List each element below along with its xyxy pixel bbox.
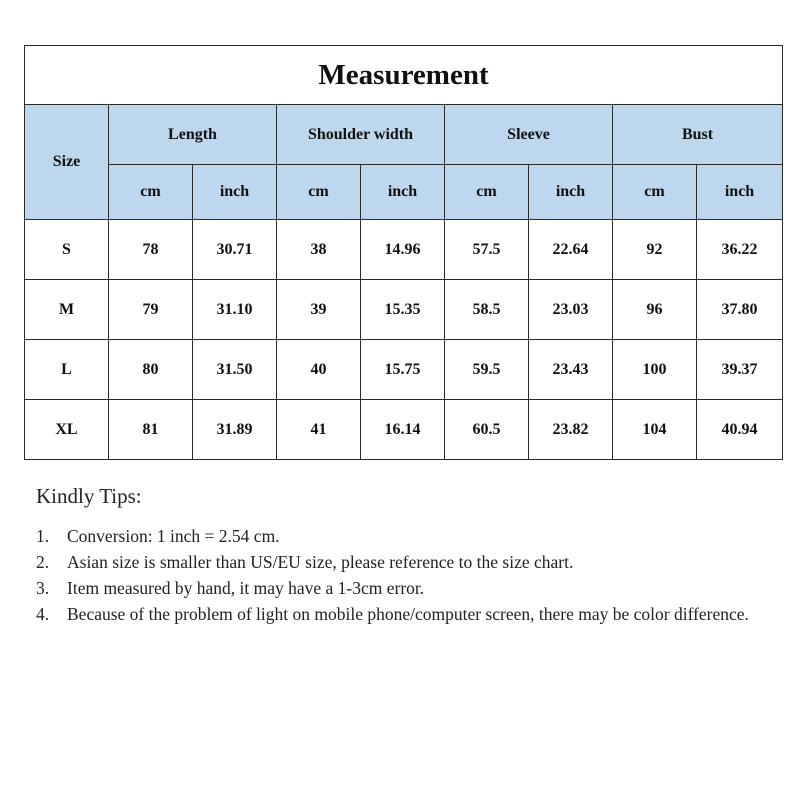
value-cell: 15.35 — [361, 280, 445, 340]
unit-header: cm — [445, 165, 529, 220]
value-cell: 40.94 — [697, 400, 783, 460]
value-cell: 37.80 — [697, 280, 783, 340]
value-cell: 80 — [109, 340, 193, 400]
tip-text: Conversion: 1 inch = 2.54 cm. — [67, 526, 280, 546]
unit-header: cm — [613, 165, 697, 220]
value-cell: 81 — [109, 400, 193, 460]
value-cell: 96 — [613, 280, 697, 340]
value-cell: 39.37 — [697, 340, 783, 400]
value-cell: 16.14 — [361, 400, 445, 460]
tips-title: Kindly Tips: — [36, 484, 142, 508]
value-cell: 58.5 — [445, 280, 529, 340]
value-cell: 31.89 — [193, 400, 277, 460]
tip-number: 1. — [36, 526, 50, 546]
value-cell: 41 — [277, 400, 361, 460]
tip-item — [36, 601, 776, 627]
value-cell: 104 — [613, 400, 697, 460]
tip-item — [36, 575, 776, 601]
unit-header: inch — [193, 165, 277, 220]
size-chart-table — [24, 45, 783, 460]
value-cell: 31.50 — [193, 340, 277, 400]
tip-item — [36, 523, 776, 549]
size-cell: S — [25, 220, 109, 280]
tip-text: Asian size is smaller than US/EU size, please reference to the size chart. — [67, 552, 574, 572]
size-cell: L — [25, 340, 109, 400]
value-cell: 92 — [613, 220, 697, 280]
value-cell: 59.5 — [445, 340, 529, 400]
group-header-length: Length — [109, 105, 277, 165]
table-row — [25, 340, 783, 400]
value-cell: 23.43 — [529, 340, 613, 400]
value-cell: 38 — [277, 220, 361, 280]
value-cell: 36.22 — [697, 220, 783, 280]
value-cell: 14.96 — [361, 220, 445, 280]
kindly-tips-section — [36, 484, 776, 627]
value-cell: 100 — [613, 340, 697, 400]
value-cell: 23.03 — [529, 280, 613, 340]
size-column-header: Size — [25, 105, 109, 220]
group-header-sleeve: Sleeve — [445, 105, 613, 165]
value-cell: 31.10 — [193, 280, 277, 340]
value-cell: 40 — [277, 340, 361, 400]
group-header-shoulder-width: Shoulder width — [277, 105, 445, 165]
group-header-bust: Bust — [613, 105, 783, 165]
size-cell: XL — [25, 400, 109, 460]
tips-list — [36, 523, 776, 627]
unit-header: cm — [277, 165, 361, 220]
value-cell: 78 — [109, 220, 193, 280]
value-cell: 60.5 — [445, 400, 529, 460]
value-cell: 57.5 — [445, 220, 529, 280]
value-cell: 30.71 — [193, 220, 277, 280]
unit-header: inch — [361, 165, 445, 220]
value-cell: 79 — [109, 280, 193, 340]
tip-item — [36, 549, 776, 575]
table-row — [25, 400, 783, 460]
table-title: Measurement — [25, 46, 783, 105]
table-row — [25, 220, 783, 280]
tip-text: Because of the problem of light on mobile phone/computer screen, there may be color difference. — [67, 604, 749, 624]
unit-header: inch — [697, 165, 783, 220]
value-cell: 15.75 — [361, 340, 445, 400]
table-row — [25, 280, 783, 340]
tip-number: 3. — [36, 578, 50, 598]
value-cell: 39 — [277, 280, 361, 340]
unit-header: inch — [529, 165, 613, 220]
tip-text: Item measured by hand, it may have a 1-3cm error. — [67, 578, 425, 598]
value-cell: 22.64 — [529, 220, 613, 280]
size-cell: M — [25, 280, 109, 340]
value-cell: 23.82 — [529, 400, 613, 460]
unit-header: cm — [109, 165, 193, 220]
tip-number: 2. — [36, 552, 50, 572]
tip-number: 4. — [36, 604, 50, 624]
